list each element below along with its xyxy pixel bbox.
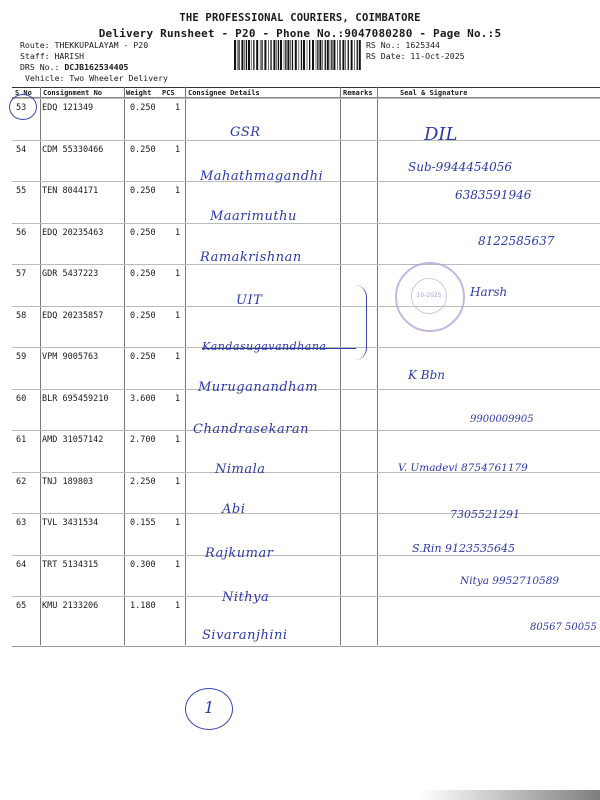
handwritten-signature: DIL: [424, 124, 458, 145]
route-text: Route: THEKKUPALAYAM - P20: [20, 40, 149, 50]
handwritten-signature: S.Rin 9123535645: [412, 542, 516, 555]
barcode-bar: [307, 40, 308, 70]
col-header-sno: S No: [15, 89, 32, 97]
circled-row-mark: [9, 94, 37, 120]
handwritten-signature: 9900009905: [470, 414, 534, 425]
barcode-bar: [290, 40, 291, 70]
col-header-remarks: Remarks: [343, 89, 373, 97]
cell-sno: 54: [16, 144, 27, 155]
cell-pcs: 1: [175, 352, 181, 362]
handwritten-name: Nimala: [215, 462, 266, 477]
barcode-bar: [330, 40, 331, 70]
cell-pcs: 1: [175, 227, 181, 238]
cell-sno: 59: [16, 352, 27, 362]
delivery-stamp: [395, 262, 465, 332]
cell-weight: 0.250: [130, 103, 156, 113]
barcode-bar: [256, 40, 258, 70]
cell-sno: 58: [16, 310, 27, 321]
barcode-bar: [325, 40, 326, 70]
col-header-pcs: PCS: [162, 89, 175, 97]
cell-weight: 3.600: [130, 393, 156, 404]
handwritten-name: Muruganandham: [198, 380, 319, 395]
cell-weight: 0.250: [130, 352, 156, 362]
handwritten-signature: Harsh: [470, 285, 508, 299]
barcode-bar: [337, 40, 338, 70]
cell-pcs: 1: [175, 310, 181, 321]
barcode-bar: [345, 40, 346, 70]
stamp-date: 10-2025: [411, 278, 447, 314]
cell-sno: 63: [16, 518, 27, 528]
barcode-bar: [303, 40, 305, 70]
barcode-bar: [351, 40, 353, 70]
cell-weight: 0.155: [130, 518, 156, 528]
barcode-bar: [244, 40, 245, 70]
scan-edge-shadow: [420, 790, 600, 800]
cell-weight: 0.250: [130, 144, 156, 155]
handwritten-signature: K Bbn: [408, 368, 446, 382]
cell-weight: 0.250: [130, 269, 156, 279]
barcode-bar: [260, 40, 261, 70]
cell-consignment: EDQ 20235857: [42, 310, 104, 321]
cell-weight: 0.250: [130, 186, 156, 196]
circled-page-mark: [185, 688, 233, 730]
handwritten-name: Abi: [222, 502, 246, 517]
cell-pcs: 1: [175, 435, 181, 445]
cell-pcs: 1: [175, 103, 181, 113]
cell-sno: 56: [16, 227, 27, 238]
cell-weight: 0.300: [130, 559, 156, 570]
page-mark-digit: 1: [204, 698, 215, 717]
drs-label: DRS No.:: [20, 62, 65, 72]
barcode-bar: [295, 40, 297, 70]
cell-sno: 62: [16, 476, 27, 487]
handwritten-name: Rajkumar: [205, 546, 274, 561]
cell-sno: 60: [16, 393, 27, 404]
barcode-bar: [322, 40, 323, 70]
cell-consignment: TRT 5134315: [42, 559, 99, 570]
rs-date: RS Date: 11-Oct-2025: [366, 51, 465, 61]
handwritten-name: Ramakrishnan: [200, 250, 302, 265]
barcode-bar: [284, 40, 285, 70]
barcode-bar: [312, 40, 314, 70]
bracket-mark: [348, 285, 367, 360]
barcode-bar: [331, 40, 332, 70]
cell-consignment: EDQ 20235463: [42, 227, 104, 238]
cell-pcs: 1: [175, 186, 181, 196]
cell-sno: 65: [16, 601, 27, 611]
cell-sno: 55: [16, 186, 27, 196]
drs-number: [20, 62, 128, 72]
cell-consignment: EDQ 121349: [42, 103, 94, 113]
cell-pcs: 1: [175, 559, 181, 570]
barcode-bar: [237, 40, 238, 70]
handwritten-name: Chandrasekaran: [193, 422, 310, 437]
staff-text: Staff: HARISH: [20, 51, 85, 61]
barcode-bar: [264, 40, 266, 70]
barcode-bar: [248, 40, 250, 70]
barcode-bar: [276, 40, 277, 70]
cell-weight: 2.250: [130, 476, 156, 487]
handwritten-signature: 7305521291: [450, 508, 520, 521]
handwritten-name: Kandasugavandhana: [202, 340, 327, 353]
handwritten-signature: Sub-9944454056: [408, 160, 513, 174]
barcode-bar: [234, 40, 236, 70]
barcode-bar: [261, 40, 262, 70]
handwritten-name: Maarimuthu: [210, 209, 297, 224]
barcode-bar: [359, 40, 361, 70]
cell-sno: 53: [16, 103, 27, 113]
barcode-bar: [238, 40, 239, 70]
barcode-bar: [319, 40, 321, 70]
barcode-bar: [339, 40, 340, 70]
cell-pcs: 1: [175, 476, 181, 487]
cell-consignment: CDM 55330466: [42, 144, 104, 155]
barcode-bar: [354, 40, 355, 70]
barcode-bar: [251, 40, 252, 70]
barcode-bar: [327, 40, 329, 70]
barcode-bar: [301, 40, 302, 70]
barcode-bar: [268, 40, 269, 70]
barcode-bar: [342, 40, 344, 70]
company-title: THE PROFESSIONAL COURIERS, COIMBATORE: [179, 12, 421, 24]
cell-weight: 0.250: [130, 310, 156, 321]
table-row: [12, 98, 600, 140]
table-row: [12, 596, 600, 638]
barcode-bar: [348, 40, 349, 70]
cell-pcs: 1: [175, 269, 181, 279]
cell-sno: 64: [16, 559, 27, 570]
cell-pcs: 1: [175, 144, 181, 155]
handwritten-name: Nithya: [222, 590, 270, 605]
cell-consignment: TVL 3431534: [42, 518, 99, 528]
handwritten-name: GSR: [230, 125, 261, 140]
barcode-bar: [316, 40, 317, 70]
col-header-weight: Weight: [126, 89, 152, 97]
col-header-seal: Seal & Signature: [400, 89, 468, 97]
cell-pcs: 1: [175, 393, 181, 404]
barcode-bar: [285, 40, 286, 70]
barcode-bar: [246, 40, 247, 70]
col-header-consignee: Consignee Details: [188, 89, 260, 97]
barcode-bar: [299, 40, 300, 70]
barcode-bar: [333, 40, 335, 70]
rs-number: RS No.: 1625344: [366, 40, 440, 50]
barcode-bar: [278, 40, 279, 70]
barcode-bar: [317, 40, 318, 70]
handwritten-name: Mahathmagandhi: [200, 169, 324, 184]
cell-sno: 61: [16, 435, 27, 445]
barcode-bar: [280, 40, 282, 70]
cell-weight: 0.250: [130, 227, 156, 238]
strike-through-line: [202, 348, 356, 349]
cell-consignment: GDR 5437223: [42, 269, 99, 279]
cell-consignment: TEN 8044171: [42, 186, 99, 196]
handwritten-signature: 80567 50055: [530, 622, 597, 633]
handwritten-signature: V. Umadevi 8754761179: [398, 462, 528, 474]
cell-consignment: TNJ 189803: [42, 476, 94, 487]
barcode-bar: [287, 40, 289, 70]
table-row: [12, 264, 600, 306]
barcode-bar: [241, 40, 243, 70]
runsheet-title: Delivery Runsheet - P20 - Phone No.:9047080280 - Page No.:5: [98, 27, 502, 40]
handwritten-signature: 8122585637: [478, 234, 555, 248]
barcode-bar: [253, 40, 254, 70]
barcode-bar: [357, 40, 358, 70]
cell-consignment: KMU 2133206: [42, 601, 99, 611]
handwritten-name: Sivaranjhini: [202, 628, 288, 643]
cell-consignment: BLR 695459210: [42, 393, 109, 404]
handwritten-name: UIT: [236, 293, 263, 308]
barcode-bar: [273, 40, 275, 70]
handwritten-signature: Nitya 9952710589: [460, 575, 560, 587]
cell-weight: 2.700: [130, 435, 156, 445]
cell-consignment: AMD 31057142: [42, 435, 104, 445]
col-header-consignment: Consignment No: [43, 89, 103, 97]
barcode-bar: [292, 40, 293, 70]
cell-pcs: 1: [175, 601, 181, 611]
cell-sno: 57: [16, 269, 27, 279]
barcode-bar: [309, 40, 310, 70]
barcode-bar: [270, 40, 271, 70]
barcode: [234, 40, 362, 70]
handwritten-signature: 6383591946: [455, 188, 532, 202]
cell-weight: 1.180: [130, 601, 156, 611]
drs-value: DCJB162534405: [64, 62, 129, 72]
cell-pcs: 1: [175, 518, 181, 528]
vehicle-text: Vehicle: Two Wheeler Delivery: [25, 73, 168, 83]
cell-consignment: VPM 9005763: [42, 352, 99, 362]
